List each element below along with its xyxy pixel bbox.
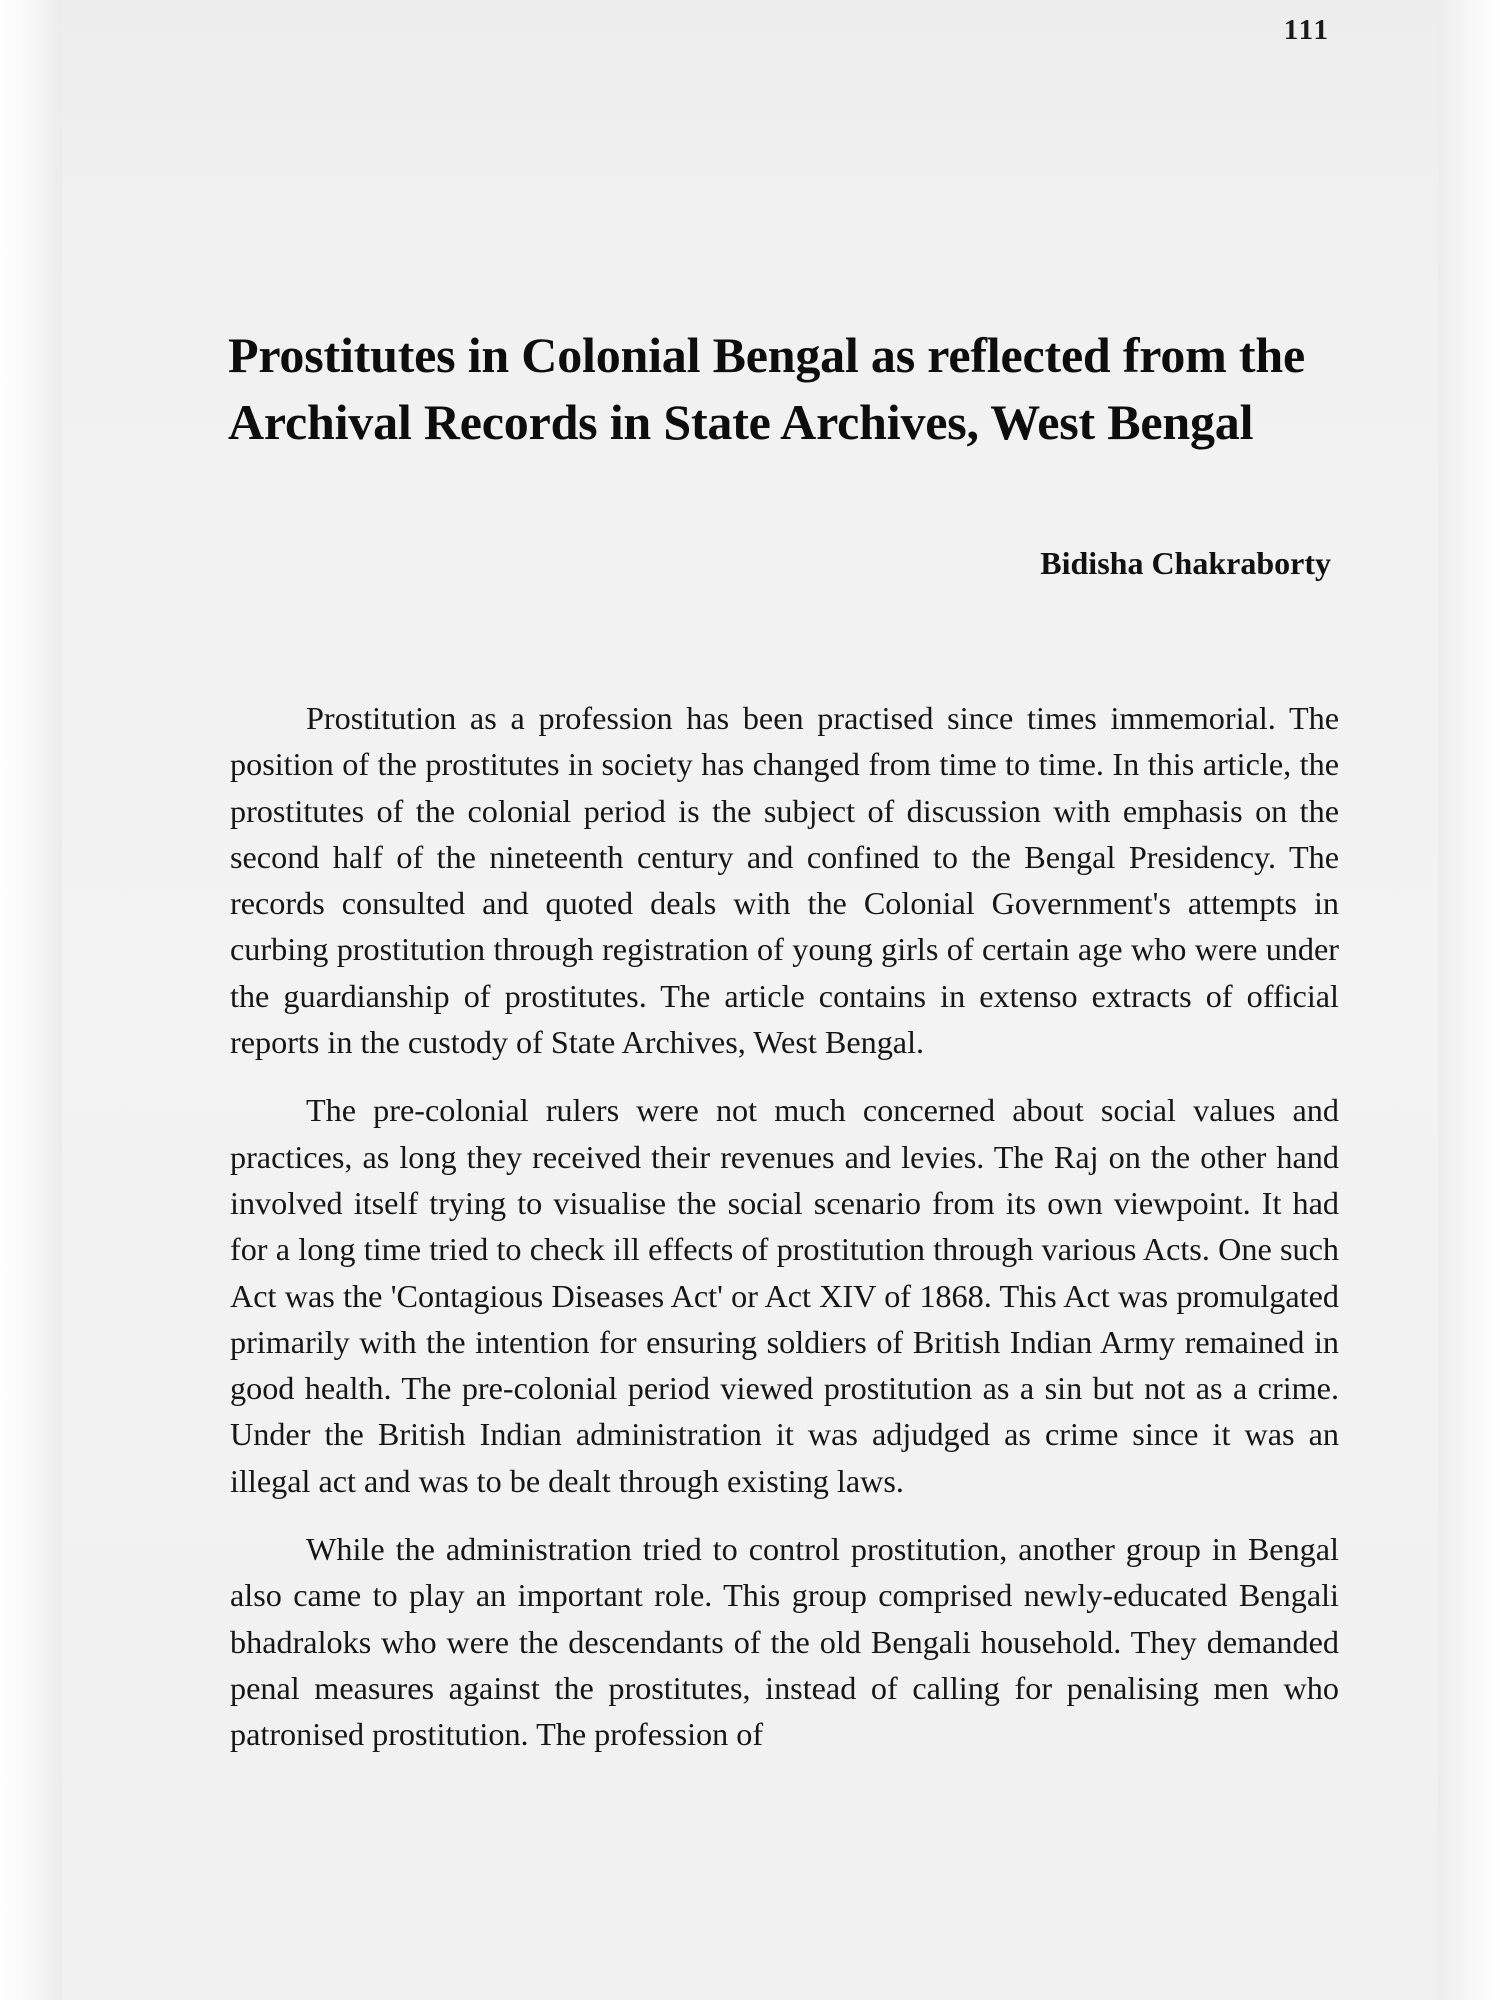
scan-margin-left <box>0 0 62 2000</box>
article-body <box>230 695 1339 1780</box>
scan-margin-right <box>1438 0 1500 2000</box>
body-paragraph: While the administration tried to control prostitution, another group in Bengal also came to play an important role. This group comprised newly-educated Bengali bhadraloks who were the descendants of the old Bengali household. They demanded penal measures against the prostitutes, instead of calling for penalising men who patronised prostitution. The profession of <box>230 1531 1339 1753</box>
article-title: Prostitutes in Colonial Bengal as reflected from the Archival Records in State Archives, West Bengal <box>228 327 1305 450</box>
article-author: Bidisha Chakraborty <box>1040 545 1331 581</box>
page-number: 111 <box>1283 14 1330 46</box>
body-paragraph: Prostitution as a profession has been practised since times immemorial. The position of the prostitutes in society has changed from time to time. In this article, the prostitutes of the colonial period is the subject of discussion with emphasis on the second half of the nineteenth century and confined to the Bengal Presidency. The records consulted and quoted deals with the Colonial Government's attempts in curbing prostitution through registration of young girls of certain age who were under the guardianship of prostitutes. The article contains in extenso extracts of official reports in the custody of State Archives, West Bengal. <box>230 700 1339 1061</box>
book-page <box>62 0 1438 2000</box>
bleed-through-text <box>232 70 1332 208</box>
body-paragraph: The pre-colonial rulers were not much concerned about social values and practices, as long they received their revenues and levies. The Raj on the other hand involved itself trying to visualise the social scenario from its own viewpoint. It had for a long time tried to check ill effects of prostitution through various Acts. One such Act was the 'Contagious Diseases Act' or Act XIV of 1868. This Act was promulgated primarily with the intention for ensuring soldiers of British Indian Army remained in good health. The pre-colonial period viewed prostitution as a sin but not as a crime. Under the British Indian administration it was adjudged as crime since it was an illegal act and was to be dealt through existing laws. <box>230 1092 1339 1499</box>
